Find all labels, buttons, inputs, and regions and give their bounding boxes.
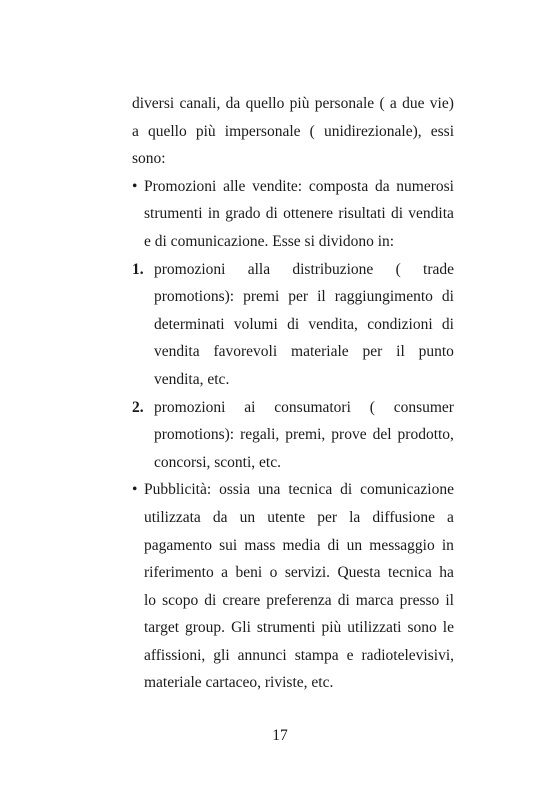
bullet-text xyxy=(144,532,454,560)
word: e xyxy=(346,646,354,664)
word: essi xyxy=(430,122,454,140)
word: vendita xyxy=(408,205,454,223)
word: per xyxy=(317,508,337,526)
word: ossia xyxy=(219,481,251,499)
word: di xyxy=(287,315,300,333)
word: regali, xyxy=(240,426,280,444)
bullet-line xyxy=(132,173,454,201)
bullet-line xyxy=(132,614,454,642)
numbered-text xyxy=(154,311,454,339)
word: promozioni xyxy=(154,260,226,278)
word: di xyxy=(441,315,454,333)
numbered-line xyxy=(132,421,454,449)
bullet-text xyxy=(144,559,454,587)
word: il xyxy=(445,591,454,609)
numbered-line xyxy=(132,394,454,422)
word: raggiungimento xyxy=(334,288,433,306)
paragraph-line xyxy=(132,90,454,118)
word: composta xyxy=(308,177,369,195)
word: da xyxy=(225,95,241,112)
word: ottenere xyxy=(283,205,334,223)
word: sui xyxy=(219,536,238,554)
word: marca xyxy=(355,591,394,609)
word: vendite: xyxy=(252,177,303,195)
word: più xyxy=(289,95,310,112)
word: messaggio xyxy=(369,536,435,554)
word: utilizzati xyxy=(347,619,402,637)
word: consumatori xyxy=(274,398,351,416)
word: pagamento xyxy=(144,536,213,554)
word: riferimento xyxy=(144,564,214,582)
word: due xyxy=(402,95,425,112)
word: prove xyxy=(331,426,367,444)
word: volumi xyxy=(233,315,278,333)
word: mass xyxy=(244,536,276,554)
bullet-text xyxy=(144,476,454,504)
bullet-text xyxy=(144,614,454,642)
word: di xyxy=(340,481,353,499)
word: il xyxy=(396,343,405,361)
word: vie) xyxy=(429,95,454,112)
word: servizi. xyxy=(284,564,331,582)
word: a xyxy=(389,95,397,112)
word: Gli xyxy=(231,619,251,637)
paragraph-line xyxy=(132,118,454,146)
word: ( xyxy=(395,260,401,278)
word: o xyxy=(269,564,278,582)
word: premi xyxy=(243,288,280,306)
word: da xyxy=(212,508,228,526)
word: determinati xyxy=(154,315,225,333)
word: di xyxy=(265,205,278,223)
word: una xyxy=(258,481,281,499)
word: Questa xyxy=(337,564,381,582)
word: Promozioni xyxy=(144,177,217,195)
word: sono xyxy=(407,619,437,637)
word: media xyxy=(282,536,321,554)
list-number: 1. xyxy=(132,260,144,278)
word: premi, xyxy=(285,426,326,444)
bullet-text xyxy=(144,587,454,615)
word: la xyxy=(349,508,361,526)
word: annunci xyxy=(237,646,287,664)
bullet-line xyxy=(132,228,454,256)
word: un xyxy=(346,536,363,554)
numbered-text xyxy=(154,421,454,449)
word: di xyxy=(441,288,454,306)
numbered-line xyxy=(132,283,454,311)
bullet-text xyxy=(144,504,454,532)
word: ( xyxy=(369,398,375,416)
numbered-text xyxy=(154,394,454,422)
word: per xyxy=(362,343,383,361)
word: beni xyxy=(235,564,263,582)
word: per xyxy=(288,288,309,306)
word: a xyxy=(132,122,139,140)
word: diffusione xyxy=(372,508,435,526)
word: il xyxy=(317,288,326,306)
word: promozioni xyxy=(154,398,226,416)
word: a xyxy=(447,508,454,526)
numbered-line xyxy=(132,338,454,366)
word: di xyxy=(327,536,340,554)
word: di xyxy=(204,591,217,609)
word: scopo xyxy=(162,591,199,609)
word: comunicazione xyxy=(360,481,454,499)
word: più xyxy=(195,122,216,140)
word: di xyxy=(337,591,350,609)
bullet-text: materiale cartaceo, riviste, etc. xyxy=(144,674,334,692)
word: impersonale xyxy=(224,122,301,140)
word: quello xyxy=(245,95,285,112)
word: stampa xyxy=(294,646,339,664)
word: target xyxy=(144,619,180,637)
word: condizioni xyxy=(367,315,433,333)
paragraph-line: sono: xyxy=(132,150,166,168)
numbered-text xyxy=(154,283,454,311)
word: alla xyxy=(247,260,271,278)
bullet-line xyxy=(132,669,454,697)
word: unidirezionale), xyxy=(323,122,422,140)
word: favorevoli xyxy=(213,343,278,361)
bullet-line xyxy=(132,504,454,532)
numbered-line xyxy=(132,311,454,339)
numbered-line xyxy=(132,256,454,284)
word: a xyxy=(221,564,229,582)
word: promotions): xyxy=(154,426,235,444)
numbered-line xyxy=(132,366,454,394)
word: punto xyxy=(418,343,454,361)
word: numerosi xyxy=(396,177,454,195)
word: affissioni, xyxy=(144,646,206,664)
word: distribuzione xyxy=(292,260,374,278)
bullet-line xyxy=(132,559,454,587)
word: le xyxy=(442,619,454,637)
bullet-icon: • xyxy=(132,177,138,195)
word: vendita xyxy=(154,343,200,361)
word: strumenti xyxy=(144,205,203,223)
list-number: 2. xyxy=(132,398,144,416)
word: lo xyxy=(144,591,157,609)
word: più xyxy=(321,619,342,637)
word: di xyxy=(390,205,404,223)
word: utente xyxy=(267,508,306,526)
word: ( xyxy=(309,122,315,140)
word: in xyxy=(441,536,454,554)
word: da xyxy=(374,177,390,195)
bullet-text xyxy=(144,173,454,201)
word: prodotto, xyxy=(397,426,454,444)
word: ai xyxy=(244,398,256,416)
word: un xyxy=(239,508,256,526)
word: strumenti xyxy=(256,619,316,637)
bullet-icon: • xyxy=(132,481,138,499)
page-body xyxy=(132,90,454,697)
word: Pubblicità: xyxy=(144,481,212,499)
bullet-line xyxy=(132,587,454,615)
word: ha xyxy=(439,564,454,582)
bullet-line xyxy=(132,642,454,670)
word: diversi xyxy=(132,95,175,112)
word: grado xyxy=(225,205,261,223)
word: tecnica xyxy=(288,481,333,499)
word: gli xyxy=(213,646,230,664)
word: risultati xyxy=(338,205,386,223)
word: tecnica xyxy=(387,564,432,582)
word: alle xyxy=(223,177,246,195)
word: in xyxy=(207,205,220,223)
word: materiale xyxy=(291,343,349,361)
word: presso xyxy=(399,591,440,609)
word: utilizzata xyxy=(144,508,201,526)
numbered-text xyxy=(154,256,454,284)
word: group. xyxy=(185,619,226,637)
word: trade xyxy=(423,260,454,278)
bullet-line xyxy=(132,532,454,560)
word: radiotelevisivi, xyxy=(361,646,454,664)
word: preferenza xyxy=(266,591,332,609)
word: promotions): xyxy=(154,288,235,306)
bullet-line xyxy=(132,476,454,504)
word: personale xyxy=(314,95,375,112)
numbered-text: concorsi, sconti, etc. xyxy=(154,453,281,471)
word: quello xyxy=(148,122,187,140)
numbered-line xyxy=(132,449,454,477)
bullet-text xyxy=(144,642,454,670)
bullet-text: e di comunicazione. Esse si dividono in: xyxy=(144,232,395,250)
word: vendita, xyxy=(308,315,358,333)
word: del xyxy=(372,426,392,444)
bullet-text xyxy=(144,200,454,228)
word: consumer xyxy=(393,398,454,416)
numbered-text: vendita, etc. xyxy=(154,370,230,388)
numbered-text xyxy=(154,338,454,366)
word: canali, xyxy=(179,95,221,112)
word: ( xyxy=(379,95,385,112)
bullet-line xyxy=(132,200,454,228)
page-number: 17 xyxy=(272,727,288,744)
word: creare xyxy=(222,591,261,609)
